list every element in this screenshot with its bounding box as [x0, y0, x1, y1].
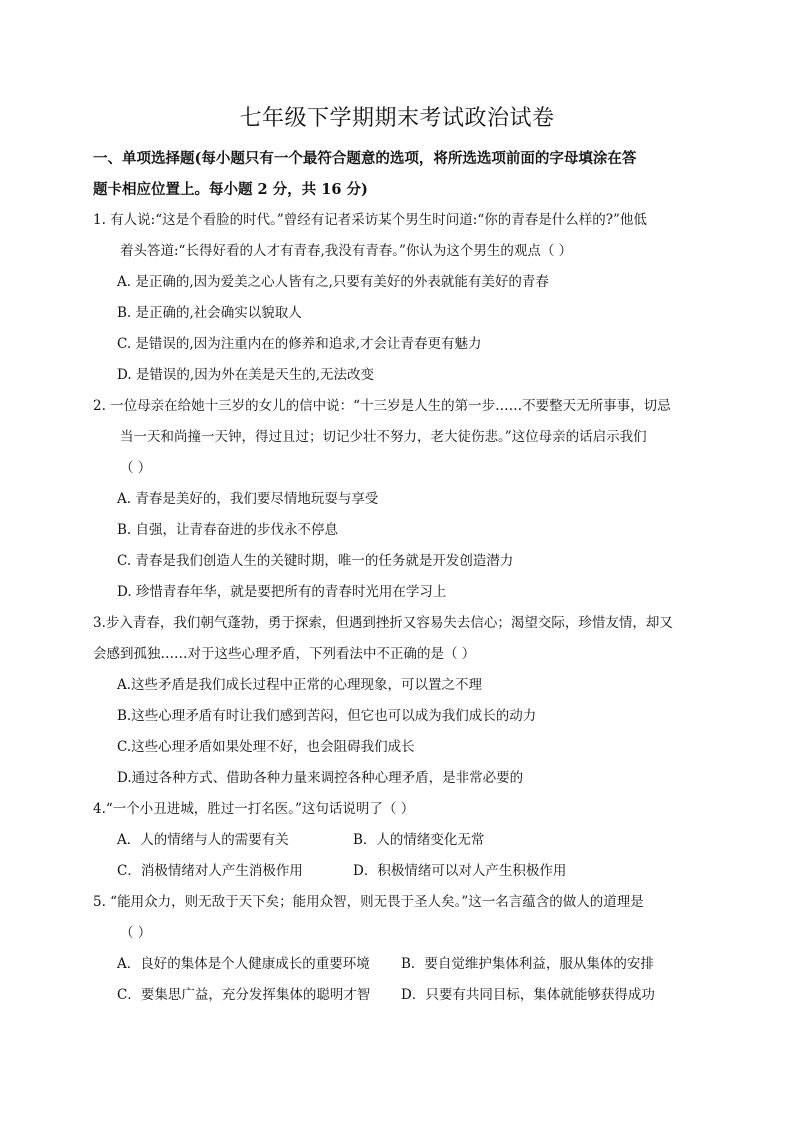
option-b: B．人的情绪变化无常 — [353, 832, 485, 848]
question-3 — [93, 608, 705, 794]
option-row — [93, 949, 705, 980]
question-stem: 4.“一个小丑进城，胜过一打名医。”这句话说明了（ ） — [93, 801, 415, 817]
option-a: A.这些矛盾是我们成长过程中正常的心理现象，可以置之不理 — [117, 677, 483, 693]
question-2 — [93, 391, 705, 608]
option-c: C．要集思广益，充分发挥集体的聪明才智 — [117, 987, 371, 1003]
option-d: D. 珍惜青春年华，就是要把所有的青春时光用在学习上 — [117, 584, 447, 600]
option-a: A. 是正确的,因为爱美之心人皆有之,只要有美好的外表就能有美好的青春 — [117, 274, 549, 290]
option-row — [93, 825, 705, 856]
question-stem-cont: （ ） — [120, 925, 152, 941]
question-stem: 3.步入青春，我们朝气蓬勃，勇于探索，但遇到挫折又容易失去信心；渴望交际，珍惜友情，却又 — [93, 615, 673, 631]
question-5 — [93, 887, 705, 1011]
question-stem: 1. 有人说:“这是个看脸的时代。”曾经有记者采访某个男生时问道:“你的青春是什么样的?”他低 — [93, 212, 647, 228]
option-c: C．消极情绪对人产生消极作用 — [117, 863, 303, 879]
option-c: C. 青春是我们创造人生的关键时期，唯一的任务就是开发创造潜力 — [117, 553, 514, 569]
question-stem-cont: 会感到孤独……对于这些心理矛盾，下列看法中不正确的是（ ） — [93, 646, 476, 662]
question-4 — [93, 794, 705, 887]
option-d: D．积极情绪可以对人产生积极作用 — [353, 863, 567, 879]
section-heading-line1: 一、单项选择题(每小题只有一个最符合题意的选项，将所选选项前面的字母填涂在答 — [93, 150, 637, 167]
option-row — [93, 856, 705, 887]
question-stem-cont2: （ ） — [120, 460, 152, 476]
option-c: C. 是错误的,因为注重内在的修养和追求,才会让青春更有魅力 — [117, 336, 482, 352]
option-b: B. 自强，让青春奋进的步伐永不停息 — [117, 522, 339, 538]
option-b: B．要自觉维护集体利益，服从集体的安排 — [401, 956, 654, 972]
question-1 — [93, 205, 705, 391]
question-stem-cont: 当一天和尚撞一天钟，得过且过；切记少壮不努力，老大徒伤悲。”这位母亲的话启示我们 — [120, 429, 647, 445]
question-stem: 5. “能用众力，则无敌于天下矣；能用众智，则无畏于圣人矣。”这一名言蕴含的做人的道理是 — [93, 894, 644, 910]
question-stem: 2. 一位母亲在给她十三岁的女儿的信中说：“十三岁是人生的第一步……不要整天无所事事，切忌 — [93, 398, 671, 414]
option-a: A. 青春是美好的，我们要尽情地玩耍与享受 — [117, 491, 379, 507]
option-a: A．良好的集体是个人健康成长的重要环境 — [117, 956, 370, 972]
question-stem-cont: 着头答道:“长得好看的人才有青春,我没有青春。”你认为这个男生的观点（ ） — [120, 243, 573, 259]
option-d: D．只要有共同目标，集体就能够获得成功 — [401, 987, 655, 1003]
option-d: D. 是错误的,因为外在美是天生的,无法改变 — [117, 367, 375, 383]
option-c: C.这些心理矛盾如果处理不好，也会阻碍我们成长 — [117, 739, 415, 755]
option-row — [93, 980, 705, 1011]
option-b: B. 是正确的,社会确实以貌取人 — [117, 305, 302, 321]
section-heading-line2: 题卡相应位置上。每小题 2 分，共 16 分) — [93, 181, 368, 198]
option-d: D.通过各种方式、借助各种力量来调控各种心理矛盾，是非常必要的 — [117, 770, 524, 786]
page-title: 七年级下学期期末考试政治试卷 — [239, 106, 555, 131]
option-b: B.这些心理矛盾有时让我们感到苦闷，但它也可以成为我们成长的动力 — [117, 708, 537, 724]
section-heading — [93, 143, 705, 205]
option-a: A．人的情绪与人的需要有关 — [117, 832, 289, 848]
